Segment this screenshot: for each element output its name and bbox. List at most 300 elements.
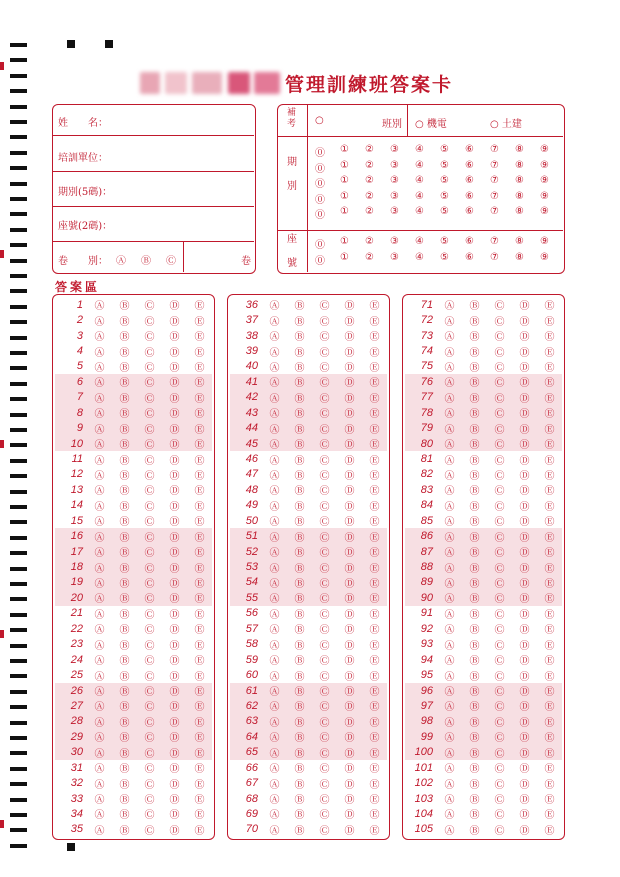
answer-bubble[interactable]: Ⓐ (94, 702, 105, 714)
answer-bubble[interactable]: Ⓑ (119, 625, 130, 637)
answer-bubble[interactable]: Ⓐ (269, 717, 280, 729)
answer-bubble[interactable]: Ⓐ (444, 362, 455, 374)
answer-bubble[interactable]: Ⓔ (369, 687, 380, 698)
answer-bubble[interactable]: Ⓐ (94, 748, 105, 760)
answer-bubble[interactable]: Ⓔ (369, 409, 380, 421)
answer-bubble[interactable]: Ⓑ (469, 440, 480, 452)
answer-bubble[interactable]: Ⓑ (294, 748, 305, 760)
answer-bubble[interactable]: Ⓑ (294, 640, 305, 652)
answer-bubble[interactable]: Ⓔ (194, 501, 205, 513)
answer-bubble[interactable]: Ⓒ (494, 532, 505, 544)
period-digit-4-7[interactable]: ⑦ (490, 206, 499, 217)
answer-bubble[interactable]: Ⓑ (294, 810, 305, 822)
period-digit-4-5[interactable]: ⑤ (440, 206, 449, 217)
answer-bubble[interactable]: Ⓑ (119, 764, 130, 776)
booklet-bubble-a[interactable]: Ⓐ (116, 256, 126, 267)
answer-bubble[interactable]: Ⓐ (94, 795, 105, 806)
answer-bubble[interactable]: Ⓐ (94, 501, 105, 513)
answer-bubble[interactable]: Ⓐ (444, 455, 455, 467)
answer-bubble[interactable]: Ⓔ (544, 563, 555, 575)
answer-bubble[interactable]: Ⓒ (144, 332, 155, 344)
answer-bubble[interactable]: Ⓒ (494, 393, 505, 405)
answer-bubble[interactable]: Ⓓ (344, 424, 355, 436)
answer-bubble[interactable]: Ⓒ (319, 748, 330, 760)
answer-bubble[interactable]: Ⓑ (294, 332, 305, 344)
answer-bubble[interactable]: Ⓒ (319, 625, 330, 637)
answer-bubble[interactable]: Ⓐ (444, 332, 455, 344)
seat-digit-0-3[interactable]: ③ (390, 236, 399, 247)
answer-bubble[interactable]: Ⓓ (169, 409, 180, 421)
answer-bubble[interactable]: Ⓑ (294, 563, 305, 575)
answer-bubble[interactable]: Ⓔ (194, 656, 205, 668)
answer-bubble[interactable]: Ⓐ (269, 825, 280, 837)
answer-bubble[interactable]: Ⓔ (194, 609, 205, 621)
answer-bubble[interactable]: Ⓓ (519, 825, 530, 837)
period-digit-0-5[interactable]: ⑤ (440, 144, 449, 155)
answer-bubble[interactable]: Ⓒ (319, 501, 330, 513)
answer-bubble[interactable]: Ⓐ (269, 810, 280, 822)
answer-bubble[interactable]: Ⓐ (94, 578, 105, 590)
answer-bubble[interactable]: Ⓔ (369, 517, 380, 529)
answer-bubble[interactable]: Ⓒ (319, 656, 330, 668)
answer-bubble[interactable]: Ⓐ (444, 810, 455, 822)
answer-bubble[interactable]: Ⓓ (169, 563, 180, 575)
answer-bubble[interactable]: Ⓐ (269, 656, 280, 668)
answer-bubble[interactable]: Ⓐ (444, 316, 455, 328)
answer-bubble[interactable]: Ⓒ (319, 609, 330, 621)
answer-bubble[interactable]: Ⓒ (144, 440, 155, 452)
answer-bubble[interactable]: Ⓔ (369, 609, 380, 621)
answer-bubble[interactable]: Ⓐ (444, 656, 455, 668)
answer-bubble[interactable]: Ⓑ (294, 517, 305, 529)
answer-bubble[interactable]: Ⓑ (294, 316, 305, 328)
answer-bubble[interactable]: Ⓔ (369, 779, 380, 791)
answer-bubble[interactable]: Ⓒ (494, 764, 505, 776)
answer-bubble[interactable]: Ⓒ (494, 625, 505, 637)
answer-bubble[interactable]: Ⓒ (319, 486, 330, 498)
answer-bubble[interactable]: Ⓔ (369, 625, 380, 637)
seat-digit-0-7[interactable]: ⑦ (490, 236, 499, 247)
answer-bubble[interactable]: Ⓒ (144, 316, 155, 328)
answer-bubble[interactable]: Ⓓ (344, 501, 355, 513)
answer-bubble[interactable]: Ⓔ (544, 393, 555, 405)
answer-bubble[interactable]: Ⓔ (194, 332, 205, 344)
answer-bubble[interactable]: Ⓑ (119, 563, 130, 575)
answer-bubble[interactable]: Ⓒ (494, 517, 505, 529)
answer-bubble[interactable]: Ⓐ (269, 578, 280, 590)
answer-bubble[interactable]: Ⓓ (169, 378, 180, 390)
answer-bubble[interactable]: Ⓒ (319, 316, 330, 328)
answer-bubble[interactable]: Ⓔ (369, 640, 380, 652)
answer-bubble[interactable]: Ⓑ (294, 717, 305, 729)
answer-bubble[interactable]: Ⓑ (294, 702, 305, 714)
answer-bubble[interactable]: Ⓔ (369, 440, 380, 452)
answer-bubble[interactable]: Ⓐ (94, 347, 105, 359)
period-digit-1-4[interactable]: ④ (415, 159, 424, 171)
answer-bubble[interactable]: Ⓓ (169, 795, 180, 806)
answer-bubble[interactable]: Ⓑ (294, 501, 305, 513)
answer-bubble[interactable]: Ⓒ (144, 362, 155, 374)
answer-bubble[interactable]: Ⓑ (119, 640, 130, 652)
answer-bubble[interactable]: Ⓓ (344, 779, 355, 791)
answer-bubble[interactable]: Ⓔ (194, 548, 205, 560)
answer-bubble[interactable]: Ⓔ (194, 455, 205, 467)
answer-bubble[interactable]: Ⓓ (519, 748, 530, 760)
answer-bubble[interactable]: Ⓑ (469, 717, 480, 729)
answer-bubble[interactable]: Ⓓ (169, 671, 180, 683)
answer-bubble[interactable]: Ⓓ (519, 393, 530, 405)
answer-bubble[interactable]: Ⓓ (344, 532, 355, 544)
answer-bubble[interactable]: Ⓔ (194, 532, 205, 544)
answer-bubble[interactable]: Ⓔ (369, 563, 380, 575)
answer-bubble[interactable]: Ⓐ (94, 393, 105, 405)
answer-bubble[interactable]: Ⓐ (269, 702, 280, 714)
booklet-bubble-c[interactable]: Ⓒ (166, 256, 176, 267)
answer-bubble[interactable]: Ⓒ (494, 825, 505, 837)
answer-bubble[interactable]: Ⓐ (269, 625, 280, 637)
answer-bubble[interactable]: Ⓑ (294, 424, 305, 436)
answer-bubble[interactable]: Ⓔ (194, 748, 205, 760)
answer-bubble[interactable]: Ⓐ (94, 687, 105, 698)
answer-bubble[interactable]: Ⓔ (194, 347, 205, 359)
answer-bubble[interactable]: Ⓓ (169, 424, 180, 436)
answer-bubble[interactable]: Ⓐ (269, 779, 280, 791)
answer-bubble[interactable]: Ⓑ (119, 687, 130, 698)
answer-bubble[interactable]: Ⓑ (469, 625, 480, 637)
answer-bubble[interactable]: Ⓓ (344, 640, 355, 652)
answer-bubble[interactable]: Ⓓ (519, 440, 530, 452)
answer-bubble[interactable]: Ⓓ (169, 301, 180, 313)
answer-bubble[interactable]: Ⓔ (544, 362, 555, 374)
answer-bubble[interactable]: Ⓐ (94, 532, 105, 544)
answer-bubble[interactable]: Ⓓ (169, 717, 180, 729)
answer-bubble[interactable]: Ⓓ (519, 779, 530, 791)
answer-bubble[interactable]: Ⓒ (144, 486, 155, 498)
answer-bubble[interactable]: Ⓒ (494, 316, 505, 328)
answer-bubble[interactable]: Ⓓ (169, 594, 180, 606)
answer-bubble[interactable]: Ⓒ (144, 702, 155, 714)
answer-bubble[interactable]: Ⓒ (144, 393, 155, 405)
answer-bubble[interactable]: Ⓒ (144, 748, 155, 760)
answer-bubble[interactable]: Ⓒ (319, 764, 330, 776)
period-digit-2-7[interactable]: ⑦ (490, 175, 499, 186)
answer-bubble[interactable]: Ⓒ (144, 717, 155, 729)
answer-bubble[interactable]: Ⓑ (119, 578, 130, 590)
answer-bubble[interactable]: Ⓑ (294, 409, 305, 421)
answer-bubble[interactable]: Ⓓ (344, 393, 355, 405)
answer-bubble[interactable]: Ⓓ (519, 764, 530, 776)
answer-bubble[interactable]: Ⓑ (294, 548, 305, 560)
answer-bubble[interactable]: Ⓔ (194, 362, 205, 374)
answer-bubble[interactable]: Ⓒ (494, 656, 505, 668)
answer-bubble[interactable]: Ⓔ (369, 671, 380, 683)
answer-bubble[interactable]: Ⓐ (269, 347, 280, 359)
answer-bubble[interactable]: Ⓑ (469, 517, 480, 529)
answer-bubble[interactable]: Ⓓ (519, 347, 530, 359)
answer-bubble[interactable]: Ⓐ (269, 532, 280, 544)
answer-bubble[interactable]: Ⓓ (169, 486, 180, 498)
answer-bubble[interactable]: Ⓔ (194, 563, 205, 575)
answer-bubble[interactable]: Ⓐ (94, 517, 105, 529)
answer-bubble[interactable]: Ⓐ (269, 748, 280, 760)
answer-bubble[interactable]: Ⓐ (269, 316, 280, 328)
answer-bubble[interactable]: Ⓒ (144, 378, 155, 390)
answer-bubble[interactable]: Ⓓ (169, 501, 180, 513)
period-digit-0-8[interactable]: ⑧ (515, 144, 524, 155)
answer-bubble[interactable]: Ⓒ (494, 640, 505, 652)
answer-bubble[interactable]: Ⓐ (269, 486, 280, 498)
answer-bubble[interactable]: Ⓑ (294, 393, 305, 405)
answer-bubble[interactable]: Ⓒ (494, 594, 505, 606)
answer-bubble[interactable]: Ⓓ (344, 440, 355, 452)
answer-bubble[interactable]: Ⓒ (144, 609, 155, 621)
answer-bubble[interactable]: Ⓐ (444, 470, 455, 482)
period-digit-4-9[interactable]: ⑨ (540, 206, 549, 217)
answer-bubble[interactable]: Ⓑ (119, 501, 130, 513)
answer-bubble[interactable]: Ⓔ (194, 378, 205, 390)
period-digit-1-6[interactable]: ⑥ (465, 159, 474, 171)
answer-bubble[interactable]: Ⓑ (469, 825, 480, 837)
supplement-bubble[interactable]: ○ (315, 115, 324, 126)
seat-digit-0-5[interactable]: ⑤ (440, 236, 449, 247)
answer-bubble[interactable]: Ⓓ (519, 532, 530, 544)
answer-bubble[interactable]: Ⓐ (444, 702, 455, 714)
answer-bubble[interactable]: Ⓒ (144, 594, 155, 606)
answer-bubble[interactable]: Ⓐ (94, 594, 105, 606)
class-option-civil[interactable]: ○ 土建 (490, 119, 522, 130)
answer-bubble[interactable]: Ⓑ (294, 486, 305, 498)
answer-bubble[interactable]: Ⓒ (319, 301, 330, 313)
answer-bubble[interactable]: Ⓔ (369, 656, 380, 668)
answer-bubble[interactable]: Ⓑ (119, 795, 130, 806)
answer-bubble[interactable]: Ⓐ (444, 409, 455, 421)
answer-bubble[interactable]: Ⓓ (519, 548, 530, 560)
answer-bubble[interactable]: Ⓔ (194, 671, 205, 683)
answer-bubble[interactable]: Ⓑ (119, 656, 130, 668)
answer-bubble[interactable]: Ⓒ (319, 455, 330, 467)
period-digit-3-0[interactable]: ⓪ (315, 194, 325, 206)
answer-bubble[interactable]: Ⓔ (194, 316, 205, 328)
answer-bubble[interactable]: Ⓔ (194, 717, 205, 729)
answer-bubble[interactable]: Ⓐ (94, 625, 105, 637)
answer-bubble[interactable]: Ⓑ (294, 455, 305, 467)
answer-bubble[interactable]: Ⓐ (269, 764, 280, 776)
answer-bubble[interactable]: Ⓒ (494, 470, 505, 482)
answer-bubble[interactable]: Ⓒ (319, 347, 330, 359)
answer-bubble[interactable]: Ⓐ (94, 810, 105, 822)
answer-bubble[interactable]: Ⓑ (119, 301, 130, 313)
period-digit-3-1[interactable]: ① (340, 190, 349, 202)
answer-bubble[interactable]: Ⓑ (294, 609, 305, 621)
answer-bubble[interactable]: Ⓒ (319, 733, 330, 745)
answer-bubble[interactable]: Ⓔ (544, 470, 555, 482)
answer-bubble[interactable]: Ⓓ (344, 671, 355, 683)
answer-bubble[interactable]: Ⓔ (194, 486, 205, 498)
answer-bubble[interactable]: Ⓒ (319, 470, 330, 482)
answer-bubble[interactable]: Ⓑ (469, 795, 480, 806)
period-digit-2-1[interactable]: ① (340, 175, 349, 186)
answer-bubble[interactable]: Ⓑ (119, 825, 130, 837)
answer-bubble[interactable]: Ⓒ (494, 671, 505, 683)
answer-bubble[interactable]: Ⓓ (344, 486, 355, 498)
answer-bubble[interactable]: Ⓔ (194, 733, 205, 745)
answer-bubble[interactable]: Ⓒ (494, 687, 505, 698)
answer-bubble[interactable]: Ⓐ (269, 424, 280, 436)
answer-bubble[interactable]: Ⓑ (294, 795, 305, 806)
answer-bubble[interactable]: Ⓐ (444, 717, 455, 729)
answer-bubble[interactable]: Ⓒ (494, 810, 505, 822)
seat-digit-0-4[interactable]: ④ (415, 236, 424, 247)
period-digit-3-9[interactable]: ⑨ (540, 190, 549, 202)
answer-bubble[interactable]: Ⓓ (519, 810, 530, 822)
answer-bubble[interactable]: Ⓐ (94, 362, 105, 374)
answer-bubble[interactable]: Ⓑ (294, 687, 305, 698)
answer-bubble[interactable]: Ⓑ (469, 640, 480, 652)
booklet-bubble-b[interactable]: Ⓑ (141, 256, 151, 267)
answer-bubble[interactable]: Ⓐ (444, 671, 455, 683)
answer-bubble[interactable]: Ⓐ (444, 825, 455, 837)
answer-bubble[interactable]: Ⓔ (194, 810, 205, 822)
answer-bubble[interactable]: Ⓑ (469, 563, 480, 575)
answer-bubble[interactable]: Ⓔ (544, 440, 555, 452)
answer-bubble[interactable]: Ⓑ (469, 486, 480, 498)
answer-bubble[interactable]: Ⓔ (544, 779, 555, 791)
answer-bubble[interactable]: Ⓓ (344, 702, 355, 714)
answer-bubble[interactable]: Ⓔ (369, 748, 380, 760)
answer-bubble[interactable]: Ⓒ (144, 733, 155, 745)
answer-bubble[interactable]: Ⓑ (469, 609, 480, 621)
answer-bubble[interactable]: Ⓑ (294, 347, 305, 359)
answer-bubble[interactable]: Ⓓ (169, 764, 180, 776)
answer-bubble[interactable]: Ⓑ (294, 362, 305, 374)
answer-bubble[interactable]: Ⓒ (494, 563, 505, 575)
answer-bubble[interactable]: Ⓑ (469, 378, 480, 390)
answer-bubble[interactable]: Ⓒ (319, 702, 330, 714)
answer-bubble[interactable]: Ⓐ (269, 332, 280, 344)
answer-bubble[interactable]: Ⓐ (269, 795, 280, 806)
answer-bubble[interactable]: Ⓓ (519, 455, 530, 467)
answer-bubble[interactable]: Ⓐ (94, 409, 105, 421)
answer-bubble[interactable]: Ⓓ (169, 316, 180, 328)
answer-bubble[interactable]: Ⓔ (369, 301, 380, 313)
answer-bubble[interactable]: Ⓓ (169, 455, 180, 467)
answer-bubble[interactable]: Ⓔ (194, 440, 205, 452)
answer-bubble[interactable]: Ⓔ (194, 779, 205, 791)
answer-bubble[interactable]: Ⓐ (269, 594, 280, 606)
answer-bubble[interactable]: Ⓑ (294, 594, 305, 606)
answer-bubble[interactable]: Ⓓ (344, 347, 355, 359)
answer-bubble[interactable]: Ⓐ (269, 393, 280, 405)
answer-bubble[interactable]: Ⓑ (469, 501, 480, 513)
answer-bubble[interactable]: Ⓐ (94, 825, 105, 837)
answer-bubble[interactable]: Ⓔ (369, 316, 380, 328)
answer-bubble[interactable]: Ⓓ (344, 517, 355, 529)
answer-bubble[interactable]: Ⓓ (169, 517, 180, 529)
period-digit-1-7[interactable]: ⑦ (490, 159, 499, 171)
answer-bubble[interactable]: Ⓓ (519, 717, 530, 729)
answer-bubble[interactable]: Ⓒ (319, 717, 330, 729)
answer-bubble[interactable]: Ⓒ (319, 795, 330, 806)
answer-bubble[interactable]: Ⓑ (294, 625, 305, 637)
answer-bubble[interactable]: Ⓑ (469, 733, 480, 745)
answer-bubble[interactable]: Ⓐ (94, 301, 105, 313)
answer-bubble[interactable]: Ⓓ (344, 825, 355, 837)
answer-bubble[interactable]: Ⓐ (444, 578, 455, 590)
answer-bubble[interactable]: Ⓒ (144, 779, 155, 791)
answer-bubble[interactable]: Ⓒ (144, 687, 155, 698)
answer-bubble[interactable]: Ⓔ (369, 393, 380, 405)
answer-bubble[interactable]: Ⓑ (469, 470, 480, 482)
answer-bubble[interactable]: Ⓔ (369, 501, 380, 513)
answer-bubble[interactable]: Ⓔ (544, 795, 555, 806)
answer-bubble[interactable]: Ⓓ (169, 810, 180, 822)
answer-bubble[interactable]: Ⓒ (319, 532, 330, 544)
answer-bubble[interactable]: Ⓔ (544, 717, 555, 729)
answer-bubble[interactable]: Ⓐ (94, 470, 105, 482)
answer-bubble[interactable]: Ⓒ (144, 625, 155, 637)
answer-bubble[interactable]: Ⓓ (344, 810, 355, 822)
answer-bubble[interactable]: Ⓓ (519, 687, 530, 698)
answer-bubble[interactable]: Ⓓ (169, 578, 180, 590)
answer-bubble[interactable]: Ⓔ (544, 656, 555, 668)
answer-bubble[interactable]: Ⓓ (519, 702, 530, 714)
answer-bubble[interactable]: Ⓑ (119, 455, 130, 467)
answer-bubble[interactable]: Ⓔ (544, 501, 555, 513)
answer-bubble[interactable]: Ⓔ (369, 332, 380, 344)
answer-bubble[interactable]: Ⓐ (444, 563, 455, 575)
answer-bubble[interactable]: Ⓓ (169, 532, 180, 544)
answer-bubble[interactable]: Ⓒ (319, 810, 330, 822)
answer-bubble[interactable]: Ⓓ (519, 671, 530, 683)
answer-bubble[interactable]: Ⓒ (319, 687, 330, 698)
answer-bubble[interactable]: Ⓓ (169, 640, 180, 652)
answer-bubble[interactable]: Ⓒ (319, 825, 330, 837)
answer-bubble[interactable]: Ⓔ (194, 687, 205, 698)
answer-bubble[interactable]: Ⓑ (294, 440, 305, 452)
answer-bubble[interactable]: Ⓔ (194, 424, 205, 436)
answer-bubble[interactable]: Ⓓ (344, 795, 355, 806)
answer-bubble[interactable]: Ⓔ (544, 825, 555, 837)
answer-bubble[interactable]: Ⓐ (444, 594, 455, 606)
answer-bubble[interactable]: Ⓐ (444, 609, 455, 621)
answer-bubble[interactable]: Ⓑ (469, 578, 480, 590)
answer-bubble[interactable]: Ⓑ (119, 393, 130, 405)
answer-bubble[interactable]: Ⓑ (469, 810, 480, 822)
answer-bubble[interactable]: Ⓐ (94, 440, 105, 452)
answer-bubble[interactable]: Ⓓ (344, 656, 355, 668)
answer-bubble[interactable]: Ⓒ (319, 548, 330, 560)
answer-bubble[interactable]: Ⓑ (469, 702, 480, 714)
answer-bubble[interactable]: Ⓐ (94, 316, 105, 328)
answer-bubble[interactable]: Ⓒ (319, 563, 330, 575)
answer-bubble[interactable]: Ⓔ (544, 332, 555, 344)
answer-bubble[interactable]: Ⓓ (169, 687, 180, 698)
answer-bubble[interactable]: Ⓐ (444, 532, 455, 544)
answer-bubble[interactable]: Ⓔ (194, 825, 205, 837)
period-digit-0-1[interactable]: ① (340, 144, 349, 155)
answer-bubble[interactable]: Ⓒ (144, 795, 155, 806)
period-digit-4-4[interactable]: ④ (415, 206, 424, 217)
answer-bubble[interactable]: Ⓔ (544, 810, 555, 822)
answer-bubble[interactable]: Ⓒ (494, 548, 505, 560)
answer-bubble[interactable]: Ⓐ (94, 717, 105, 729)
period-digit-2-3[interactable]: ③ (390, 175, 399, 186)
answer-bubble[interactable]: Ⓔ (544, 486, 555, 498)
answer-bubble[interactable]: Ⓔ (544, 548, 555, 560)
answer-bubble[interactable]: Ⓑ (119, 702, 130, 714)
answer-bubble[interactable]: Ⓓ (169, 548, 180, 560)
answer-bubble[interactable]: Ⓓ (344, 563, 355, 575)
